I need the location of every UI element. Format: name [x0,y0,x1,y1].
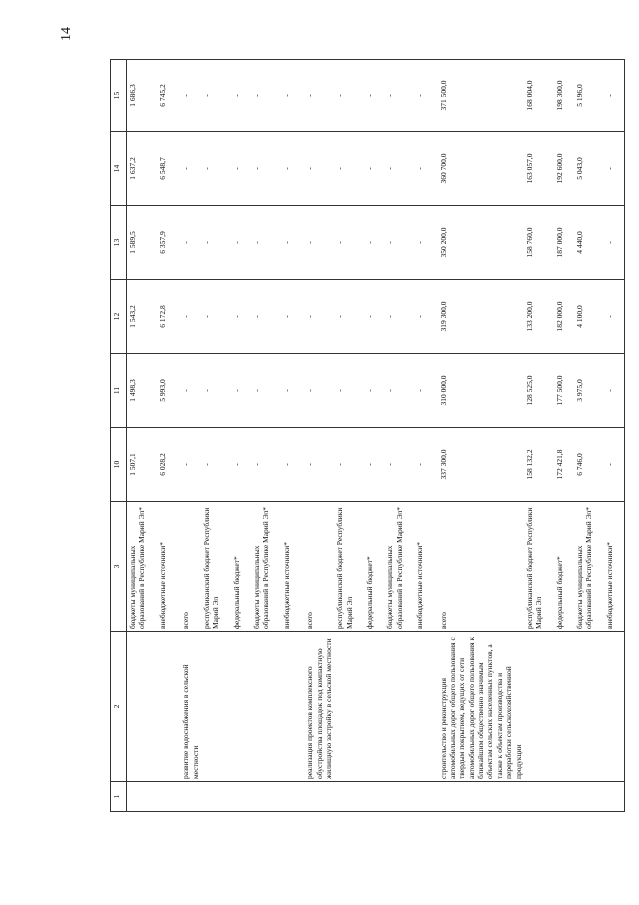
cell-value: - [414,206,434,280]
cell-source: федеральный бюджет* [364,502,384,632]
cell-value: - [604,60,625,132]
cell-activity [384,632,414,782]
cell-activity [604,632,625,782]
cell-value: 158 760,0 [524,206,554,280]
cell-col1 [127,782,157,812]
cell-activity: развитие водоснабжения в сельской местности [177,632,201,782]
col-header-12: 12 [111,280,127,354]
cell-source: внебюджетные источники* [281,502,301,632]
cell-source: внебюджетные источники* [414,502,434,632]
cell-col1 [281,782,301,812]
cell-col1 [524,782,554,812]
cell-value: - [231,280,251,354]
cell-source: внебюджетные источники* [157,502,177,632]
cell-value: - [177,354,201,428]
table-row [334,60,364,812]
cell-value: - [604,354,625,428]
cell-value: - [364,206,384,280]
cell-value: 6 357,9 [157,206,177,280]
col-header-15: 15 [111,60,127,132]
cell-value: 4 100,0 [574,280,604,354]
cell-value: - [301,60,334,132]
cell-value: - [604,132,625,206]
cell-value: - [364,428,384,502]
table-row [604,60,625,812]
cell-activity: строительство и реконструкция автомобильных дорог общего пользования с твердым покрытием, ведущих от сети автомобильных дорог общего пользования к ближайшим общественно значимым объектам сельских населенных пунктов, а также к объектам производства и переработки сельскохозяйственной продукции [435,632,524,782]
cell-activity [281,632,301,782]
cell-value: 168 004,0 [524,60,554,132]
cell-value: - [281,206,301,280]
cell-activity [574,632,604,782]
cell-value: - [334,354,364,428]
table-row [574,60,604,812]
cell-value: 319 300,0 [435,280,524,354]
cell-value: 6 028,2 [157,428,177,502]
cell-value: 310 000,0 [435,354,524,428]
cell-value: 1 589,5 [127,206,157,280]
cell-col1 [364,782,384,812]
cell-value: 172 421,8 [554,428,574,502]
table-row [177,60,201,812]
cell-value: 182 000,0 [554,280,574,354]
cell-col1 [177,782,201,812]
cell-source: бюджеты муниципальных образований в Республике Марий Эл* [127,502,157,632]
cell-value: - [414,60,434,132]
cell-value: - [231,428,251,502]
col-header-1: 1 [111,782,127,812]
header-row [111,60,127,812]
table-row [201,60,231,812]
cell-value: - [334,206,364,280]
cell-value: 350 200,0 [435,206,524,280]
cell-col1 [231,782,251,812]
cell-value: 1 498,3 [127,354,157,428]
cell-activity [414,632,434,782]
cell-value: - [201,280,231,354]
cell-value: 187 000,0 [554,206,574,280]
cell-value: - [201,60,231,132]
cell-value: - [251,60,281,132]
cell-source: федеральный бюджет* [231,502,251,632]
cell-value: - [334,60,364,132]
cell-activity [334,632,364,782]
cell-value: - [301,280,334,354]
cell-value: - [384,428,414,502]
cell-activity [554,632,574,782]
cell-value: - [281,428,301,502]
cell-value: - [177,280,201,354]
cell-value: - [281,132,301,206]
table-row [231,60,251,812]
cell-value: 1 686,3 [127,60,157,132]
cell-source: внебюджетные источники* [604,502,625,632]
cell-source: всего [435,502,524,632]
cell-value: - [201,428,231,502]
table-row [524,60,554,812]
cell-value: 133 200,0 [524,280,554,354]
table-row [301,60,334,812]
cell-value: - [364,60,384,132]
table-row [414,60,434,812]
cell-value: 1 543,2 [127,280,157,354]
cell-value: 128 525,0 [524,354,554,428]
cell-value: 5 196,0 [574,60,604,132]
cell-value: - [281,280,301,354]
col-header-13: 13 [111,206,127,280]
cell-source: республиканский бюджет Республики Марий Эл [524,502,554,632]
cell-col1 [604,782,625,812]
cell-source: всего [177,502,201,632]
cell-value: - [604,206,625,280]
cell-source: бюджеты муниципальных образований в Республике Марий Эл* [384,502,414,632]
cell-value: 6 746,0 [574,428,604,502]
cell-activity [231,632,251,782]
cell-source: бюджеты муниципальных образований в Республике Марий Эл* [574,502,604,632]
table-row [435,60,524,812]
cell-value: 3 975,0 [574,354,604,428]
cell-value: - [281,354,301,428]
cell-value: - [301,132,334,206]
rotated-table-container [110,60,635,812]
cell-value: - [177,206,201,280]
cell-value: 177 500,0 [554,354,574,428]
table-row [384,60,414,812]
cell-col1 [574,782,604,812]
cell-value: - [384,354,414,428]
cell-value: 1 507,1 [127,428,157,502]
cell-value: - [251,354,281,428]
cell-value: 5 043,0 [574,132,604,206]
cell-value: 4 440,0 [574,206,604,280]
cell-value: 6 745,2 [157,60,177,132]
cell-value: - [231,206,251,280]
cell-value: 163 057,0 [524,132,554,206]
cell-source: всего [301,502,334,632]
cell-col1 [251,782,281,812]
cell-value: - [281,60,301,132]
cell-value: - [201,354,231,428]
cell-value: - [251,206,281,280]
cell-col1 [201,782,231,812]
col-header-3: 3 [111,502,127,632]
cell-value: 198 300,0 [554,60,574,132]
cell-value: 6 548,7 [157,132,177,206]
cell-value: 6 172,8 [157,280,177,354]
col-header-10: 10 [111,428,127,502]
cell-value: 5 993,0 [157,354,177,428]
cell-value: - [604,280,625,354]
cell-value: - [414,132,434,206]
cell-activity [127,632,157,782]
cell-value: - [364,132,384,206]
cell-value: - [177,428,201,502]
cell-value: - [251,280,281,354]
cell-value: - [231,132,251,206]
col-header-2: 2 [111,632,127,782]
cell-value: - [604,428,625,502]
cell-value: - [201,132,231,206]
cell-value: - [414,354,434,428]
cell-col1 [301,782,334,812]
cell-col1 [414,782,434,812]
table-row [157,60,177,812]
cell-value: - [384,280,414,354]
cell-activity [364,632,384,782]
cell-col1 [435,782,524,812]
cell-col1 [157,782,177,812]
cell-value: 158 132,2 [524,428,554,502]
cell-value: - [231,354,251,428]
page-number: 14 [59,27,74,41]
table-row [364,60,384,812]
cell-source: республиканский бюджет Республики Марий Эл [201,502,231,632]
cell-value: - [334,280,364,354]
rotated-table-wrapper [110,60,635,812]
cell-value: - [384,60,414,132]
table-row [554,60,574,812]
cell-value: - [364,280,384,354]
cell-activity [157,632,177,782]
cell-value: - [251,132,281,206]
cell-activity: реализация проектов комплексного обустройства площадок под компактную жилищную застройку в сельской местности [301,632,334,782]
table-row [127,60,157,812]
cell-col1 [554,782,574,812]
cell-value: 192 600,0 [554,132,574,206]
table-body [127,60,625,812]
cell-value: - [334,132,364,206]
cell-source: федеральный бюджет* [554,502,574,632]
cell-value: 337 300,0 [435,428,524,502]
cell-value: - [334,428,364,502]
cell-value: - [201,206,231,280]
cell-value: - [301,206,334,280]
cell-value: - [231,60,251,132]
cell-value: - [384,132,414,206]
col-header-11: 11 [111,354,127,428]
cell-col1 [334,782,364,812]
cell-col1 [384,782,414,812]
col-header-14: 14 [111,132,127,206]
cell-value: 1 637,2 [127,132,157,206]
cell-activity [201,632,231,782]
cell-value: - [177,132,201,206]
cell-value: - [384,206,414,280]
cell-source: бюджеты муниципальных образований в Республике Марий Эл* [251,502,281,632]
table-row [281,60,301,812]
cell-value: - [364,354,384,428]
cell-value: - [301,354,334,428]
cell-value: - [301,428,334,502]
cell-value: - [414,280,434,354]
cell-value: 371 500,0 [435,60,524,132]
cell-activity [524,632,554,782]
table-row [251,60,281,812]
cell-source: республиканский бюджет Республики Марий Эл [334,502,364,632]
cell-activity [251,632,281,782]
cell-value: - [414,428,434,502]
funding-table [110,59,625,812]
cell-value: - [251,428,281,502]
cell-value: 360 700,0 [435,132,524,206]
cell-value: - [177,60,201,132]
